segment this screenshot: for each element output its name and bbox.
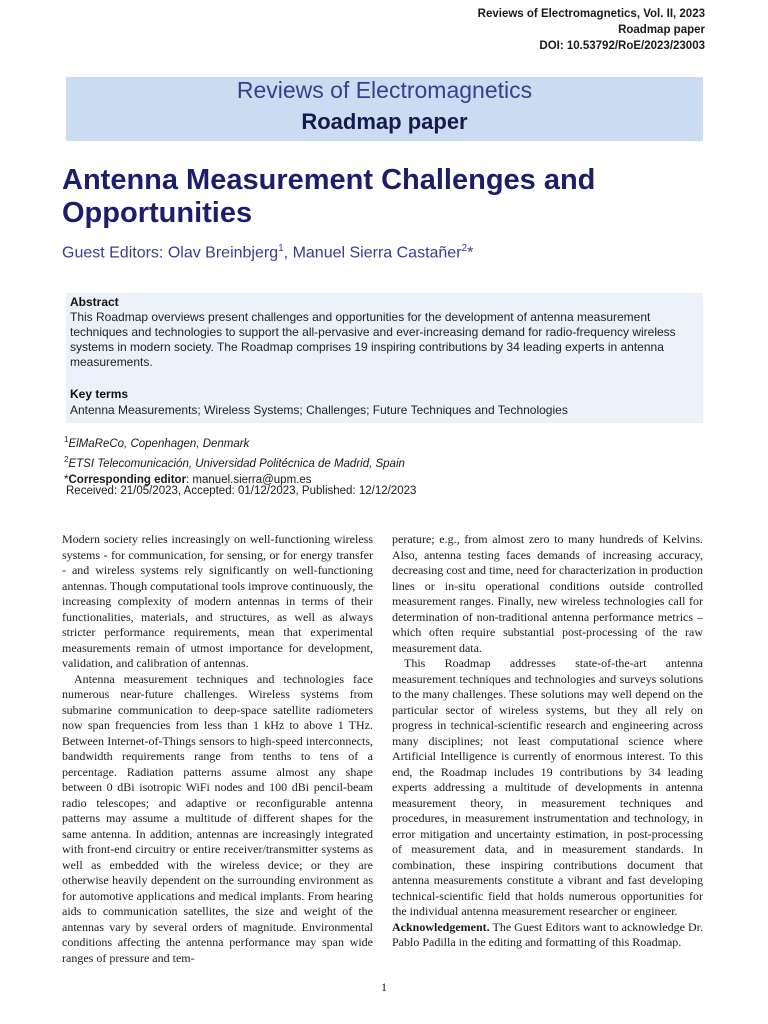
body-paragraph: perature; e.g., from almost zero to many hundreds of Kelvins. Also, antenna testing faces demands of increasing accuracy, decreasing cost and time, need for characterization in production lines or in-situ operational conditions outside controlled measurement ranges. Finally, new wireless technologies call for determination of non-traditional antenna performance metrics – which often require substantial post-processing of the raw measurement data. [392, 532, 703, 655]
banner-paper-type: Roadmap paper [301, 109, 468, 134]
key-terms-text: Antenna Measurements; Wireless Systems; Challenges; Future Techniques and Technologies [70, 403, 568, 417]
editor-1-name: Olav Breinbjerg [167, 244, 279, 262]
affiliation-2-mark: 2 [64, 454, 69, 464]
guest-editors [62, 243, 473, 262]
editors-separator: , [283, 244, 293, 262]
doi-line: DOI: 10.53792/RoE/2023/23003 [539, 40, 705, 52]
affiliation-1-mark: 1 [64, 435, 69, 444]
acknowledgement [392, 920, 703, 951]
editor-2-affil-mark: 2 [461, 243, 468, 254]
paper-type-line: Roadmap paper [618, 24, 705, 36]
acknowledgement-label: Acknowledgement. [392, 919, 490, 934]
abstract-text: This Roadmap overviews present challenges and opportunities for the development of antenna measurement techniques and technologies to support the all-pervasive and ever-increasing demand for radio-frequency wireless systems in modern society. The Roadmap comprises 19 inspiring contributions by 34 leading experts in antenna measurements. [70, 310, 676, 369]
corresponding-editor-email[interactable]: : manuel.sierra@upm.es [186, 473, 312, 486]
affiliation-2-text: ETSI Telecomunicación, Universidad Politécnica de Madrid, Spain [68, 457, 405, 470]
editor-2-name: Manuel Sierra Castañer [292, 244, 462, 262]
body-paragraph: Antenna measurement techniques and technologies face numerous near-future challenges. Wireless systems from submarine communication to deep-space satellite radiometers now span frequencies from less than 1 kHz to above 1 THz. Between Internet-of-Things sensors to high-speed interconnects, bandwidth requirements range from tenths to tens of a percentage. Radiation patterns assume almost any shape between 0 dBi isotropic WiFi nodes and 100 dBi pencil-beam radio telescopes; and adaptive or reconfigurable antenna patterns may assume a multitude of different shapes for the same antenna. In addition, antennas are increasingly integrated with front-end circuitry or entire receiver/transmitter systems as well as embedded with the wireless device; or they are otherwise heavily dependent on the surrounding environment as for automotive applications and medical implants. From hearing aids to communication satellites, the size and weight of the antennas vary by several orders of magnitude. Environmental conditions affecting the antenna performance may span wide ranges of pressure and tem- [62, 671, 373, 965]
body-paragraph: This Roadmap addresses state-of-the-art antenna measurement techniques and technologies and surveys solutions to the many challenges. These solutions may well depend on the particular sector of wireless systems, but they all rely on progress in technical-scientific research and engineering across many disciplines; not least computational science where Artificial Intelligence is currently of enormous interest. To this end, the Roadmap includes 19 contributions by 34 leading experts addressing a multitude of developments in antenna measurement theory, in measurement techniques and procedures, in measurement instrumentation and technology, in error mitigation and uncertainty estimation, in post-processing of measurement data, and in measurement standards. In combination, these inspiring contributions document that antenna measurements constitute a vibrant and fast developing technical-scientific field that holds numerous opportunities for the individual antenna measurement researcher or engineer. [392, 656, 703, 918]
key-terms-heading: Key terms [70, 387, 129, 401]
body-column-right [392, 532, 703, 951]
affiliation-2 [64, 452, 405, 472]
editor-1-affil-mark: 1 [278, 243, 284, 254]
body-paragraph: Modern society relies increasingly on well-functioning wireless systems - for communication, for sensing, or for energy transfer - and wireless systems rely significantly on well-functioning antennas. Though computational tools improve continuously, the increasing complexity of modern antennas in terms of their functionalities, materials, and structures, as well as always stricter performance requirements, mean that experimental measurements remain of utmost importance for development, validation, and calibration of antennas. [62, 532, 373, 670]
journal-volume-line: Reviews of Electromagnetics, Vol. II, 2023 [477, 8, 705, 20]
editors-prefix: Guest Editors: [62, 244, 168, 262]
affiliations [64, 432, 405, 488]
journal-banner [66, 77, 703, 141]
publication-dates: Received: 21/05/2023, Accepted: 01/12/2023, Published: 12/12/2023 [66, 485, 417, 497]
abstract-heading: Abstract [70, 295, 119, 309]
abstract-box [66, 293, 703, 423]
paper-title: Antenna Measurement Challenges and Opportunities [62, 164, 596, 229]
corresponding-editor-label: Corresponding editor [68, 473, 187, 486]
banner-journal-name: Reviews of Electromagnetics [236, 77, 533, 103]
affiliation-1-text: ElMaReCo, Copenhagen, Denmark [68, 437, 250, 450]
affiliation-1 [64, 432, 405, 452]
page-number: 1 [381, 980, 387, 994]
body-column-left [62, 532, 373, 966]
acknowledgement-text: The Guest Editors want to acknowledge Dr. Pablo Padilla in the editing and formatting of this Roadmap. [392, 919, 703, 949]
journal-header-meta [478, 6, 705, 54]
corresponding-editor-mark: * [64, 473, 69, 486]
corresponding-mark: * [467, 244, 474, 262]
